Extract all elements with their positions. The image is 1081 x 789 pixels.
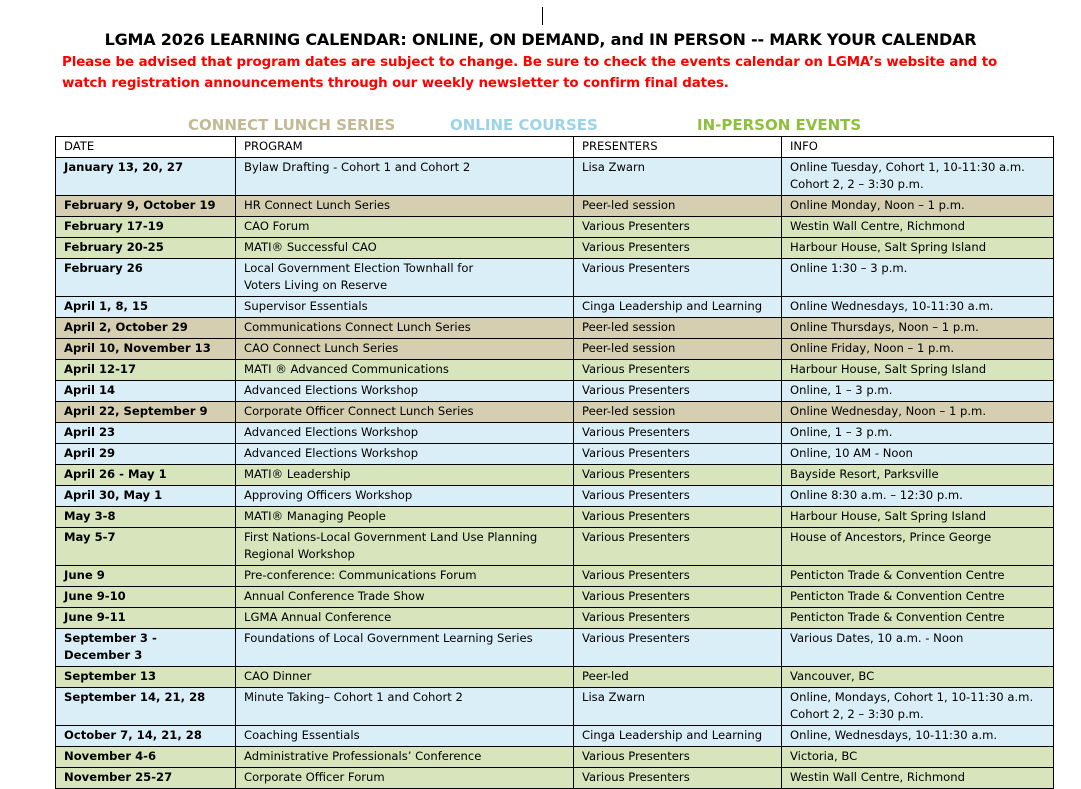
- cell-date: February 26: [56, 259, 236, 297]
- cell-info: Victoria, BC: [782, 747, 1054, 768]
- cell-presenters: Various Presenters: [574, 217, 782, 238]
- cell-presenters: Various Presenters: [574, 486, 782, 507]
- cell-program: MATI® Managing People: [236, 507, 574, 528]
- cell-presenters: Various Presenters: [574, 238, 782, 259]
- cell-program: CAO Forum: [236, 217, 574, 238]
- cell-program: Communications Connect Lunch Series: [236, 318, 574, 339]
- cell-date: February 17-19: [56, 217, 236, 238]
- cell-date: May 5-7: [56, 528, 236, 566]
- legend-connect-lunch: CONNECT LUNCH SERIES: [188, 116, 396, 134]
- table-row: [56, 360, 1054, 381]
- cell-presenters: Various Presenters: [574, 507, 782, 528]
- cell-presenters: Various Presenters: [574, 360, 782, 381]
- cell-program: First Nations-Local Government Land Use Planning Regional Workshop: [236, 528, 574, 566]
- table-row: [56, 158, 1054, 196]
- table-row: [56, 217, 1054, 238]
- table-row: [56, 238, 1054, 259]
- cell-date: September 13: [56, 667, 236, 688]
- table-row: [56, 318, 1054, 339]
- cell-presenters: Various Presenters: [574, 259, 782, 297]
- notice-text: Please be advised that program dates are subject to change. Be sure to check the events calendar on LGMA’s website and to watch registration announcements through our weekly newsletter to confirm final dates.: [62, 55, 998, 91]
- table-header-row: [56, 137, 1054, 158]
- header-program: PROGRAM: [236, 137, 574, 158]
- cell-program: CAO Dinner: [236, 667, 574, 688]
- table-row: [56, 465, 1054, 486]
- table-row: [56, 423, 1054, 444]
- cell-date: June 9-11: [56, 608, 236, 629]
- cell-info: Harbour House, Salt Spring Island: [782, 360, 1054, 381]
- cell-presenters: Various Presenters: [574, 566, 782, 587]
- table-row: [56, 381, 1054, 402]
- table-row: [56, 688, 1054, 726]
- cell-info: Online, Mondays, Cohort 1, 10-11:30 a.m. Cohort 2, 2 – 3:30 p.m.: [782, 688, 1054, 726]
- cell-presenters: Lisa Zwarn: [574, 158, 782, 196]
- cell-date: November 4-6: [56, 747, 236, 768]
- calendar-table: [55, 136, 1054, 789]
- cell-presenters: Peer-led session: [574, 402, 782, 423]
- table-row: [56, 297, 1054, 318]
- cell-date: November 25-27: [56, 768, 236, 789]
- cell-presenters: Peer-led session: [574, 318, 782, 339]
- cell-program: LGMA Annual Conference: [236, 608, 574, 629]
- cell-date: February 9, October 19: [56, 196, 236, 217]
- cell-presenters: Peer-led: [574, 667, 782, 688]
- cell-program: Corporate Officer Forum: [236, 768, 574, 789]
- cell-presenters: Various Presenters: [574, 528, 782, 566]
- cell-date: September 3 - December 3: [56, 629, 236, 667]
- cell-program: MATI ® Advanced Communications: [236, 360, 574, 381]
- cell-program: Advanced Elections Workshop: [236, 423, 574, 444]
- header-date: DATE: [56, 137, 236, 158]
- header-presenters: PRESENTERS: [574, 137, 782, 158]
- cell-date: April 23: [56, 423, 236, 444]
- cell-date: May 3-8: [56, 507, 236, 528]
- cell-date: April 1, 8, 15: [56, 297, 236, 318]
- cell-program: Foundations of Local Government Learning Series: [236, 629, 574, 667]
- text-cursor: [542, 7, 543, 25]
- cell-info: Online 1:30 – 3 p.m.: [782, 259, 1054, 297]
- cell-info: Vancouver, BC: [782, 667, 1054, 688]
- cell-info: Online Monday, Noon – 1 p.m.: [782, 196, 1054, 217]
- cell-presenters: Various Presenters: [574, 381, 782, 402]
- cell-date: April 30, May 1: [56, 486, 236, 507]
- cell-date: April 2, October 29: [56, 318, 236, 339]
- cell-program: Supervisor Essentials: [236, 297, 574, 318]
- cell-date: April 29: [56, 444, 236, 465]
- cell-info: Westin Wall Centre, Richmond: [782, 768, 1054, 789]
- cell-date: January 13, 20, 27: [56, 158, 236, 196]
- cell-program: MATI® Leadership: [236, 465, 574, 486]
- table-row: [56, 768, 1054, 789]
- legend-online-courses: ONLINE COURSES: [450, 116, 598, 134]
- cell-presenters: Peer-led session: [574, 196, 782, 217]
- table-row: [56, 486, 1054, 507]
- cell-program: Advanced Elections Workshop: [236, 444, 574, 465]
- table-row: [56, 629, 1054, 667]
- cell-presenters: Various Presenters: [574, 465, 782, 486]
- cell-info: Online Thursdays, Noon – 1 p.m.: [782, 318, 1054, 339]
- table-row: [56, 259, 1054, 297]
- table-row: [56, 747, 1054, 768]
- table-row: [56, 196, 1054, 217]
- table-row: [56, 726, 1054, 747]
- cell-presenters: Cinga Leadership and Learning: [574, 297, 782, 318]
- table-row: [56, 667, 1054, 688]
- cell-presenters: Cinga Leadership and Learning: [574, 726, 782, 747]
- cell-info: Various Dates, 10 a.m. - Noon: [782, 629, 1054, 667]
- cell-presenters: Various Presenters: [574, 629, 782, 667]
- cell-info: Online, 10 AM - Noon: [782, 444, 1054, 465]
- cell-presenters: Various Presenters: [574, 587, 782, 608]
- cell-presenters: Various Presenters: [574, 747, 782, 768]
- cell-program: Administrative Professionals’ Conference: [236, 747, 574, 768]
- table-row: [56, 608, 1054, 629]
- cell-info: House of Ancestors, Prince George: [782, 528, 1054, 566]
- cell-program: CAO Connect Lunch Series: [236, 339, 574, 360]
- cell-info: Harbour House, Salt Spring Island: [782, 238, 1054, 259]
- cell-presenters: Various Presenters: [574, 444, 782, 465]
- cell-info: Penticton Trade & Convention Centre: [782, 608, 1054, 629]
- cell-program: Bylaw Drafting - Cohort 1 and Cohort 2: [236, 158, 574, 196]
- table-row: [56, 507, 1054, 528]
- cell-program: Corporate Officer Connect Lunch Series: [236, 402, 574, 423]
- cell-info: Penticton Trade & Convention Centre: [782, 587, 1054, 608]
- table-body: [56, 158, 1054, 789]
- table-row: [56, 566, 1054, 587]
- table-row: [56, 587, 1054, 608]
- table-row: [56, 339, 1054, 360]
- cell-program: Annual Conference Trade Show: [236, 587, 574, 608]
- cell-date: April 26 - May 1: [56, 465, 236, 486]
- cell-program: Approving Officers Workshop: [236, 486, 574, 507]
- cell-info: Bayside Resort, Parksville: [782, 465, 1054, 486]
- cell-program: Pre-conference: Communications Forum: [236, 566, 574, 587]
- cell-info: Online, 1 – 3 p.m.: [782, 381, 1054, 402]
- cell-info: Harbour House, Salt Spring Island: [782, 507, 1054, 528]
- cell-date: April 14: [56, 381, 236, 402]
- cell-program: MATI® Successful CAO: [236, 238, 574, 259]
- cell-date: April 10, November 13: [56, 339, 236, 360]
- table-row: [56, 528, 1054, 566]
- cell-date: April 22, September 9: [56, 402, 236, 423]
- cell-program: Advanced Elections Workshop: [236, 381, 574, 402]
- cell-info: Online Wednesdays, 10-11:30 a.m.: [782, 297, 1054, 318]
- table-row: [56, 402, 1054, 423]
- header-info: INFO: [782, 137, 1054, 158]
- cell-presenters: Lisa Zwarn: [574, 688, 782, 726]
- cell-presenters: Various Presenters: [574, 423, 782, 444]
- legend-in-person-events: IN-PERSON EVENTS: [697, 116, 862, 134]
- cell-date: June 9-10: [56, 587, 236, 608]
- cell-info: Online, Wednesdays, 10-11:30 a.m.: [782, 726, 1054, 747]
- cell-info: Online 8:30 a.m. – 12:30 p.m.: [782, 486, 1054, 507]
- cell-presenters: Peer-led session: [574, 339, 782, 360]
- cell-presenters: Various Presenters: [574, 768, 782, 789]
- table-row: [56, 444, 1054, 465]
- cell-program: Coaching Essentials: [236, 726, 574, 747]
- cell-program: HR Connect Lunch Series: [236, 196, 574, 217]
- cell-date: February 20-25: [56, 238, 236, 259]
- cell-date: September 14, 21, 28: [56, 688, 236, 726]
- page-title: LGMA 2026 LEARNING CALENDAR: ONLINE, ON DEMAND, and IN PERSON -- MARK YOUR CALENDAR: [104, 30, 977, 49]
- cell-info: Westin Wall Centre, Richmond: [782, 217, 1054, 238]
- cell-info: Online Friday, Noon – 1 p.m.: [782, 339, 1054, 360]
- cell-info: Penticton Trade & Convention Centre: [782, 566, 1054, 587]
- cell-program: Local Government Election Townhall for Voters Living on Reserve: [236, 259, 574, 297]
- cell-info: Online, 1 – 3 p.m.: [782, 423, 1054, 444]
- cell-presenters: Various Presenters: [574, 608, 782, 629]
- cell-date: April 12-17: [56, 360, 236, 381]
- cell-program: Minute Taking– Cohort 1 and Cohort 2: [236, 688, 574, 726]
- cell-info: Online Wednesday, Noon – 1 p.m.: [782, 402, 1054, 423]
- cell-date: June 9: [56, 566, 236, 587]
- cell-date: October 7, 14, 21, 28: [56, 726, 236, 747]
- cell-info: Online Tuesday, Cohort 1, 10-11:30 a.m. Cohort 2, 2 – 3:30 p.m.: [782, 158, 1054, 196]
